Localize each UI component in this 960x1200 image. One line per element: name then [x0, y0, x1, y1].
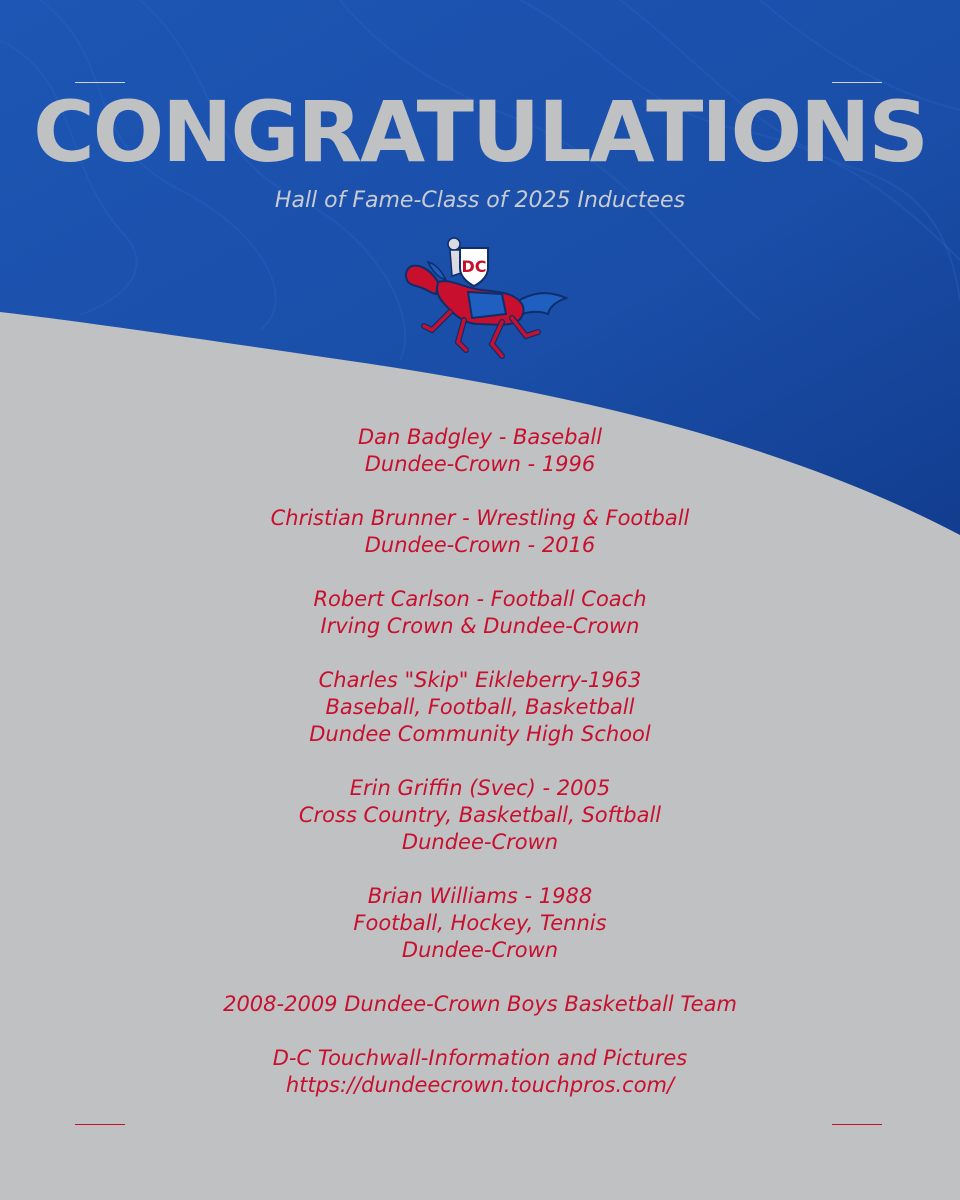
- inductee-line: Dundee-Crown - 2016: [364, 533, 596, 557]
- inductee-line: Dan Badgley - Baseball: [357, 425, 603, 449]
- inductee-list: [0, 424, 960, 1126]
- page-subtitle: Hall of Fame-Class of 2025 Inductees: [274, 188, 686, 213]
- inductee-line: Charles "Skip" Eikleberry-1963: [318, 668, 642, 692]
- inductee-line: Dundee Community High School: [309, 722, 651, 746]
- inductee-line: Dundee-Crown: [401, 830, 559, 854]
- inductee-entry: [0, 505, 960, 559]
- logo-shield-text: DC: [461, 257, 487, 276]
- inductee-line: 2008-2009 Dundee-Crown Boys Basketball Team: [223, 992, 737, 1016]
- inductee-line: Erin Griffin (Svec) - 2005: [349, 776, 611, 800]
- inductee-entry: [0, 586, 960, 640]
- touchwall-label: D-C Touchwall-Information and Pictures: [272, 1046, 688, 1070]
- inductee-line: Christian Brunner - Wrestling & Football: [270, 506, 690, 530]
- mustang-rider-with-dc-shield-icon: [398, 232, 574, 362]
- inductee-line: Brian Williams - 1988: [367, 884, 593, 908]
- inductee-line: Robert Carlson - Football Coach: [313, 587, 647, 611]
- inductee-line: Irving Crown & Dundee-Crown: [320, 614, 640, 638]
- touchwall-info: [0, 1045, 960, 1099]
- page-title: CONGRATULATIONS: [33, 83, 927, 181]
- inductee-entry: [0, 775, 960, 856]
- corner-line-bottom-left: [75, 1124, 125, 1125]
- inductee-entry: [0, 424, 960, 478]
- inductee-entry: [0, 667, 960, 748]
- inductee-line: Dundee-Crown - 1996: [364, 452, 596, 476]
- inductee-line: Dundee-Crown: [401, 938, 559, 962]
- inductee-entry: [0, 883, 960, 964]
- corner-line-bottom-right: [832, 1124, 882, 1125]
- inductee-line: Football, Hockey, Tennis: [353, 911, 607, 935]
- inductee-line: Cross Country, Basketball, Softball: [298, 803, 662, 827]
- touchwall-link[interactable]: https://dundeecrown.touchpros.com/: [285, 1073, 675, 1097]
- inductee-line: Baseball, Football, Basketball: [325, 695, 635, 719]
- inductee-entry: [0, 991, 960, 1018]
